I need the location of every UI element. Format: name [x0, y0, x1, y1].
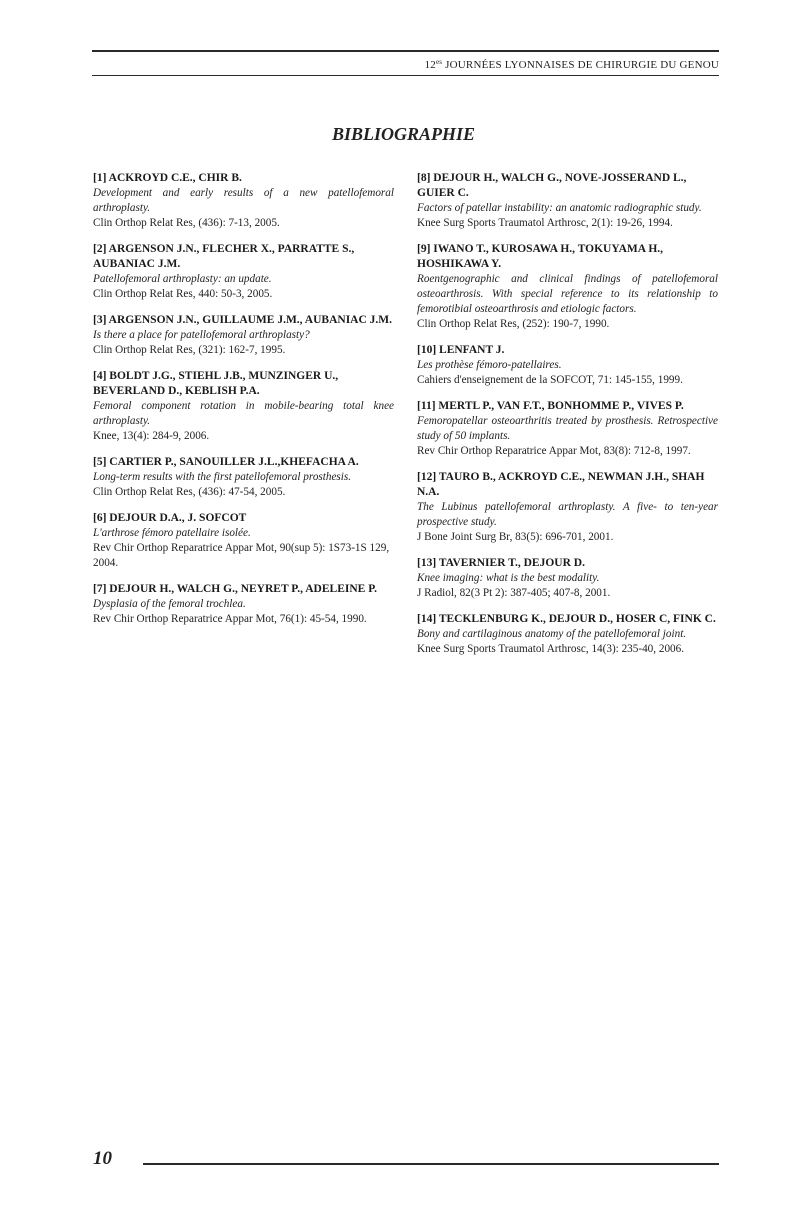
reference-item: [93, 511, 394, 571]
reference-item: [93, 582, 394, 627]
header-rule-bottom: [92, 75, 719, 76]
reference-source: Rev Chir Orthop Reparatrice Appar Mot, 90(sup 5): 1S73-1S 129, 2004.: [93, 542, 390, 569]
reference-authors: [4] BOLDT J.G., STIEHL J.B., MUNZINGER U., BEVERLAND D., KEBLISH P.A.: [93, 370, 339, 397]
header-title: JOURNÉES LYONNAISES DE CHIRURGIE DU GENOU: [445, 59, 719, 71]
reference-authors: [14] TECKLENBURG K., DEJOUR D., HOSER C, FINK C.: [417, 613, 716, 625]
page-number: 10: [93, 1148, 112, 1169]
reference-title: Is there a place for patellofemoral arthroplasty?: [93, 329, 310, 341]
reference-title: Les prothèse fémoro-patellaires.: [417, 359, 562, 371]
reference-source: Knee, 13(4): 284-9, 2006.: [93, 430, 210, 442]
reference-authors: [9] IWANO T., KUROSAWA H., TOKUYAMA H., HOSHIKAWA Y.: [417, 243, 664, 270]
references-left-column: [93, 171, 394, 638]
reference-title: Patellofemoral arthroplasty: an update.: [93, 273, 272, 285]
reference-title: Knee imaging: what is the best modality.: [417, 572, 600, 584]
reference-item: [417, 470, 718, 545]
footer-rule: [143, 1163, 719, 1165]
running-header: [425, 58, 719, 71]
reference-source: Clin Orthop Relat Res, (252): 190-7, 1990.: [417, 318, 610, 330]
reference-item: [417, 343, 718, 388]
reference-title: Femoral component rotation in mobile-bearing total knee arthroplasty.: [93, 400, 394, 427]
reference-source: Clin Orthop Relat Res, 440: 50-3, 2005.: [93, 288, 273, 300]
reference-item: [93, 313, 394, 358]
reference-authors: [8] DEJOUR H., WALCH G., NOVE-JOSSERAND L., GUIER C.: [417, 172, 687, 199]
reference-title: Roentgenographic and clinical findings of patellofemoral osteoarthrosis. With special reference to its relationship to femorotibial osteoarthrosis and etiologic factors.: [417, 273, 718, 315]
reference-authors: [2] ARGENSON J.N., FLECHER X., PARRATTE S., AUBANIAC J.M.: [93, 243, 355, 270]
reference-source: Clin Orthop Relat Res, (436): 7-13, 2005.: [93, 217, 280, 229]
reference-item: [93, 369, 394, 444]
reference-item: [93, 242, 394, 302]
reference-item: [417, 399, 718, 459]
reference-item: [417, 171, 718, 231]
reference-source: Clin Orthop Relat Res, (436): 47-54, 2005.: [93, 486, 286, 498]
references-right-column: [417, 171, 718, 668]
reference-authors: [1] ACKROYD C.E., CHIR B.: [93, 172, 242, 184]
reference-source: J Bone Joint Surg Br, 83(5): 696-701, 2001.: [417, 531, 614, 543]
reference-authors: [12] TAURO B., ACKROYD C.E., NEWMAN J.H., SHAH N.A.: [417, 471, 705, 498]
reference-title: Development and early results of a new patellofemoral arthroplasty.: [93, 187, 394, 214]
reference-authors: [3] ARGENSON J.N., GUILLAUME J.M., AUBANIAC J.M.: [93, 314, 393, 326]
reference-item: [417, 556, 718, 601]
reference-source: Rev Chir Orthop Reparatrice Appar Mot, 83(8): 712-8, 1997.: [417, 445, 691, 457]
reference-item: [417, 612, 718, 657]
reference-title: Dysplasia of the femoral trochlea.: [93, 598, 246, 610]
reference-authors: [5] CARTIER P., SANOUILLER J.L.,KHEFACHA A.: [93, 456, 359, 468]
reference-source: Cahiers d'enseignement de la SOFCOT, 71: 145-155, 1999.: [417, 374, 683, 386]
reference-source: Knee Surg Sports Traumatol Arthrosc, 14(3): 235-40, 2006.: [417, 643, 685, 655]
reference-source: J Radiol, 82(3 Pt 2): 387-405; 407-8, 2001.: [417, 587, 611, 599]
reference-authors: [10] LENFANT J.: [417, 344, 505, 356]
page-title: BIBLIOGRAPHIE: [331, 124, 476, 144]
reference-title: L'arthrose fémoro patellaire isolée.: [93, 527, 251, 539]
reference-authors: [7] DEJOUR H., WALCH G., NEYRET P., ADELEINE P.: [93, 583, 378, 595]
reference-title: The Lubinus patellofemoral arthroplasty. A five- to ten-year prospective study.: [417, 501, 718, 528]
reference-title: Bony and cartilaginous anatomy of the patellofemoral joint.: [417, 628, 687, 640]
reference-title: Long-term results with the first patellofemoral prosthesis.: [93, 471, 352, 483]
reference-item: [417, 242, 718, 332]
reference-authors: [6] DEJOUR D.A., J. SOFCOT: [93, 512, 247, 524]
reference-item: [93, 171, 394, 231]
reference-title: Factors of patellar instability: an anatomic radiographic study.: [417, 202, 702, 214]
reference-source: Rev Chir Orthop Reparatrice Appar Mot, 76(1): 45-54, 1990.: [93, 613, 367, 625]
reference-authors: [13] TAVERNIER T., DEJOUR D.: [417, 557, 585, 569]
reference-source: Knee Surg Sports Traumatol Arthrosc, 2(1): 19-26, 1994.: [417, 217, 673, 229]
header-superscript: es: [435, 58, 443, 66]
reference-item: [93, 455, 394, 500]
reference-title: Femoropatellar osteoarthritis treated by prosthesis. Retrospective study of 50 implants.: [417, 415, 718, 442]
header-rule-top: [92, 50, 719, 52]
header-number: 12: [424, 59, 436, 71]
reference-authors: [11] MERTL P., VAN F.T., BONHOMME P., VIVES P.: [417, 400, 684, 412]
reference-source: Clin Orthop Relat Res, (321): 162-7, 1995.: [93, 344, 286, 356]
